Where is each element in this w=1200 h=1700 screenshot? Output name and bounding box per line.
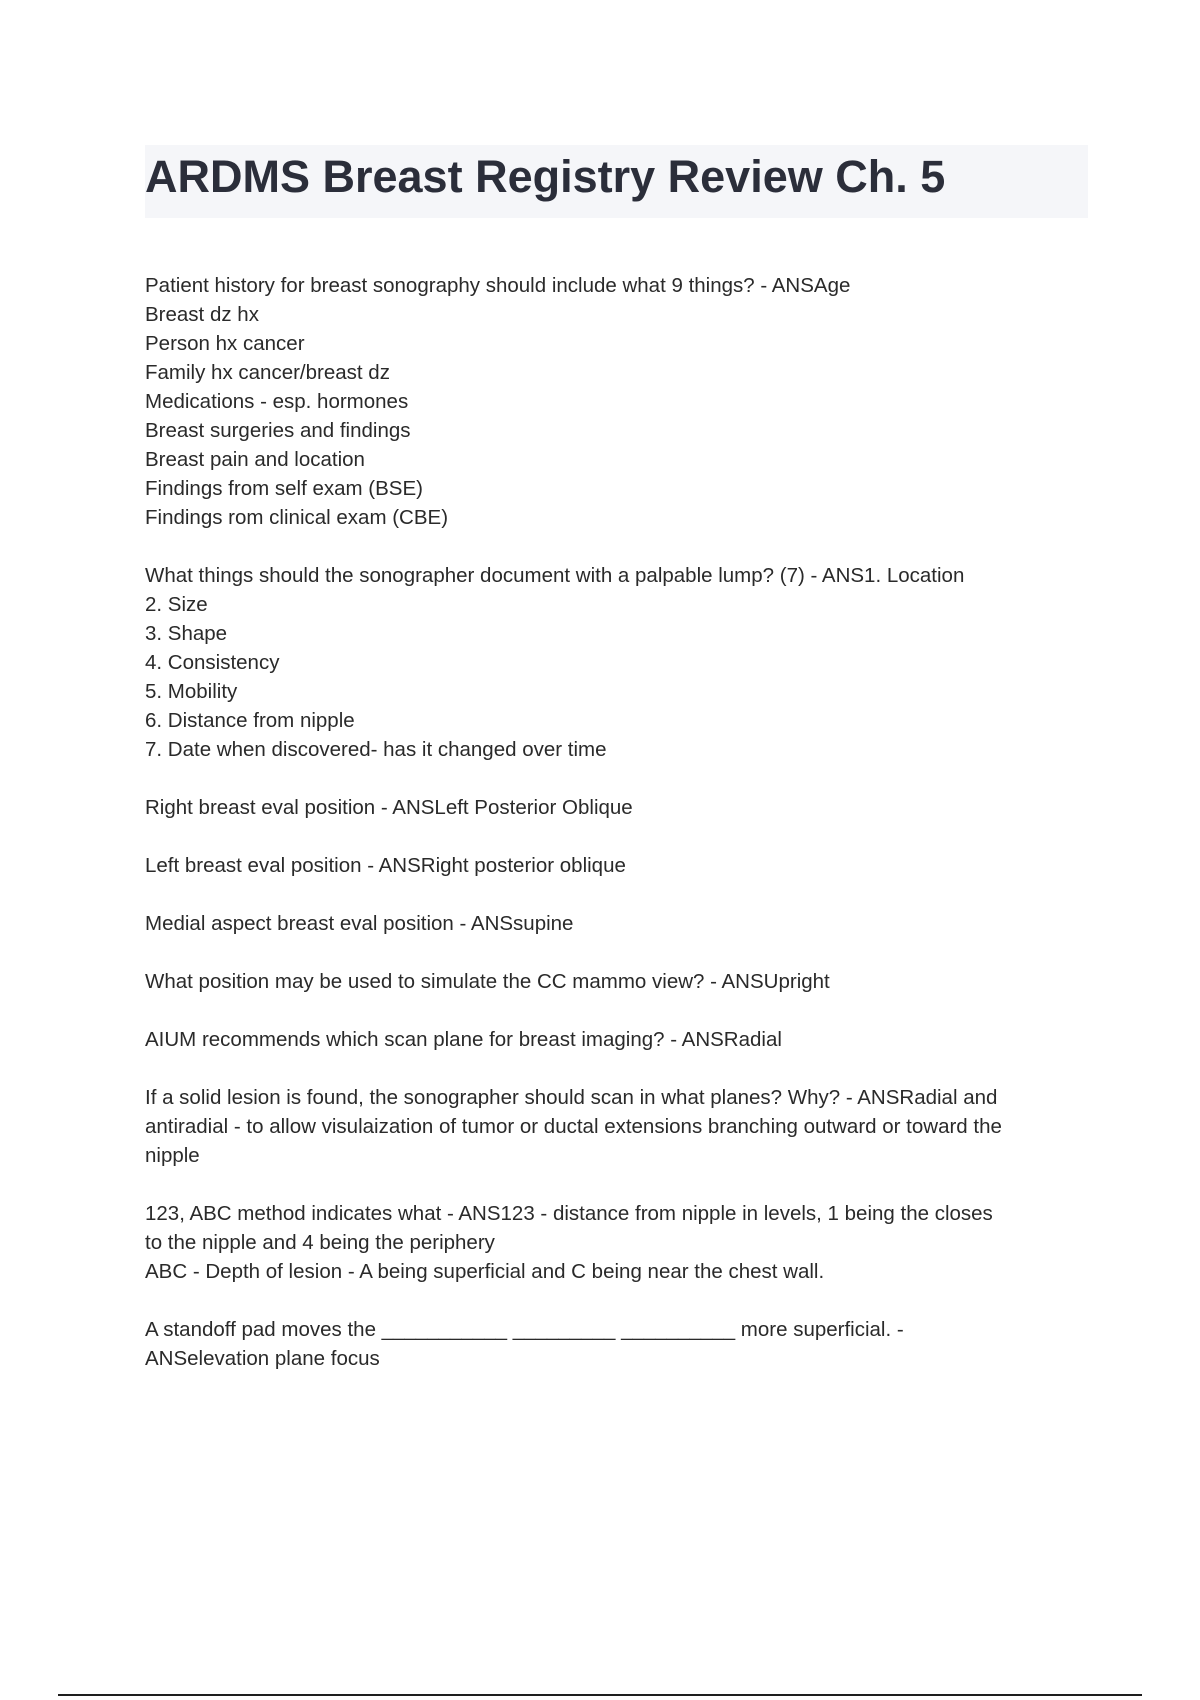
text-line: Medial aspect breast eval position - ANSsupine — [145, 912, 574, 935]
flashcard-content — [145, 271, 1080, 1402]
text-line: nipple — [145, 1144, 200, 1167]
text-line: 5. Mobility — [145, 680, 238, 703]
text-line: A standoff pad moves the ___________ _________ __________ more superficial. - — [145, 1318, 904, 1341]
text-line: antiradial - to allow visulaization of tumor or ductal extensions branching outward or toward the — [145, 1115, 1002, 1138]
qa-entry-patient-history — [145, 271, 1080, 532]
footer-divider — [58, 1694, 1142, 1696]
text-line: Family hx cancer/breast dz — [145, 361, 390, 384]
text-line: 7. Date when discovered- has it changed over time — [145, 738, 607, 761]
text-line: Breast dz hx — [145, 303, 259, 326]
text-line: Right breast eval position - ANSLeft Posterior Oblique — [145, 796, 633, 819]
qa-entry-solid-lesion-planes — [145, 1083, 1080, 1170]
text-line: What things should the sonographer document with a palpable lump? (7) - ANS1. Location — [145, 564, 965, 587]
text-line: 3. Shape — [145, 622, 228, 645]
text-line: 6. Distance from nipple — [145, 709, 355, 732]
qa-entry-aium-scan-plane — [145, 1025, 1080, 1054]
text-line: If a solid lesion is found, the sonographer should scan in what planes? Why? - ANSRadial and — [145, 1086, 998, 1109]
title-banner — [145, 145, 1088, 218]
qa-entry-123-abc-method — [145, 1199, 1080, 1286]
text-line: ABC - Depth of lesion - A being superficial and C being near the chest wall. — [145, 1260, 825, 1283]
text-line: AIUM recommends which scan plane for breast imaging? - ANSRadial — [145, 1028, 782, 1051]
text-line: Patient history for breast sonography should include what 9 things? - ANSAge — [145, 274, 851, 297]
text-line: Findings from self exam (BSE) — [145, 477, 423, 500]
text-line: 123, ABC method indicates what - ANS123 - distance from nipple in levels, 1 being the closes — [145, 1202, 993, 1225]
text-line: Left breast eval position - ANSRight posterior oblique — [145, 854, 626, 877]
qa-entry-palpable-lump — [145, 561, 1080, 764]
qa-entry-left-breast-position — [145, 851, 1080, 880]
text-line: Findings rom clinical exam (CBE) — [145, 506, 449, 529]
text-line: Breast surgeries and findings — [145, 419, 411, 442]
qa-entry-standoff-pad — [145, 1315, 1080, 1373]
text-line: 4. Consistency — [145, 651, 280, 674]
text-line: ANSelevation plane focus — [145, 1347, 380, 1370]
text-line: to the nipple and 4 being the periphery — [145, 1231, 495, 1254]
text-line: 2. Size — [145, 593, 208, 616]
text-line: What position may be used to simulate the CC mammo view? - ANSUpright — [145, 970, 830, 993]
text-line: Person hx cancer — [145, 332, 305, 355]
text-line: Breast pain and location — [145, 448, 365, 471]
page-title: ARDMS Breast Registry Review Ch. 5 — [145, 151, 946, 202]
text-line: Medications - esp. hormones — [145, 390, 409, 413]
qa-entry-medial-position — [145, 909, 1080, 938]
qa-entry-cc-mammo-view — [145, 967, 1080, 996]
qa-entry-right-breast-position — [145, 793, 1080, 822]
